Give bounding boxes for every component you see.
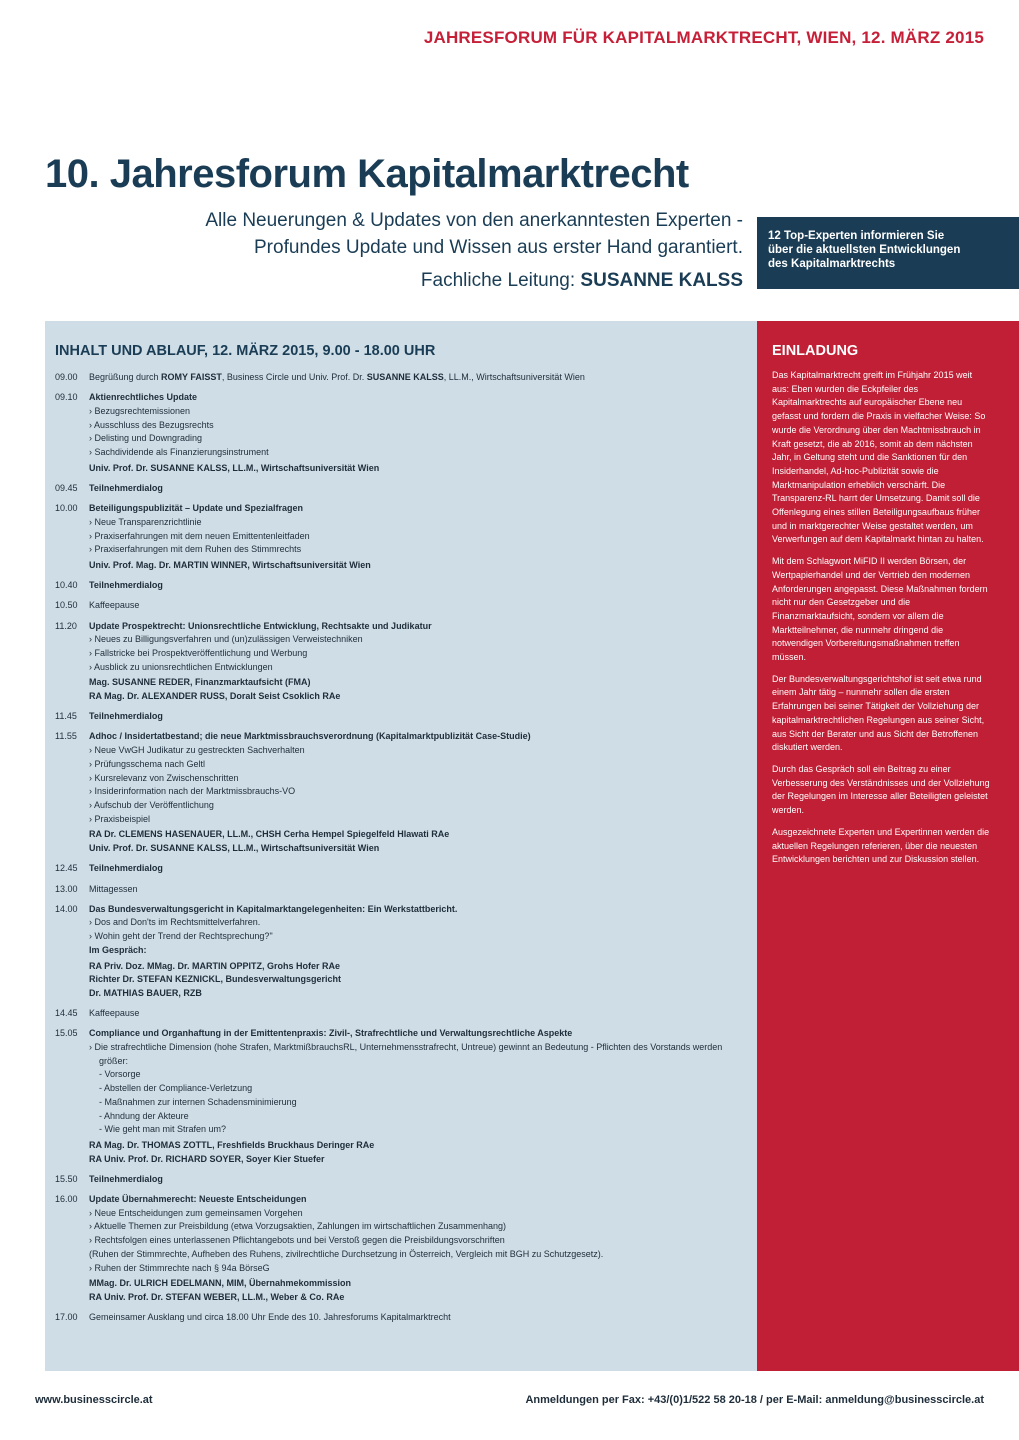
- schedule-content: [89, 862, 750, 876]
- bullet-marker: ›: [89, 516, 95, 527]
- schedule-content: [89, 883, 750, 897]
- schedule-row: [55, 1193, 750, 1305]
- schedule-content: [89, 1007, 750, 1021]
- bullet-text: Ausschluss des Bezugsrechts: [94, 419, 214, 430]
- page-title: 10. Jahresforum Kapitalmarktrecht: [45, 152, 689, 196]
- bullet-text: Wohin geht der Trend der Rechtsprechung?": [94, 931, 273, 942]
- session-bullet: [89, 1041, 750, 1068]
- schedule-row: [55, 710, 750, 724]
- session-title: Teilnehmerdialog: [89, 580, 163, 591]
- session-bullet: [89, 758, 750, 772]
- schedule-row: [55, 482, 750, 496]
- bullet-marker: ›: [89, 447, 95, 458]
- speaker-block: [89, 960, 750, 1001]
- session-subbullet: [89, 1068, 750, 1082]
- session-title: Teilnehmerdialog: [89, 711, 163, 722]
- bullet-marker: ›: [89, 758, 95, 769]
- session-line: › Aktuelle Themen zur Preisbildung (etwa Vorzugsaktien, Zahlungen im wirtschaftlichen Zusammenhang): [89, 1221, 507, 1232]
- bullet-marker: ›: [89, 419, 95, 430]
- bullet-text: Sachdividende als Finanzierungsinstrument: [94, 447, 269, 458]
- bullet-text: Prüfungsschema nach Geltl: [94, 758, 206, 769]
- bullet-marker: ›: [89, 917, 95, 928]
- schedule-content: [89, 391, 750, 475]
- bullet-text: Fallstricke bei Prospektveröffentlichung und Werbung: [94, 647, 308, 658]
- bullet-text: Aufschub der Veröffentlichung: [94, 799, 214, 810]
- session-subbullet: [89, 1110, 750, 1124]
- welcome-text: , LL.M., Wirtschaftsuniversität Wien: [443, 372, 585, 382]
- session-bullet: [89, 419, 750, 433]
- callout-line-2: über die aktuellsten Entwicklungen: [768, 244, 961, 256]
- session-title: Teilnehmerdialog: [89, 863, 163, 874]
- experts-callout: [757, 217, 1019, 289]
- subbullet-text: Ahndung der Akteure: [104, 1110, 189, 1121]
- schedule-row: [55, 862, 750, 876]
- speaker-block: [89, 1139, 750, 1166]
- schedule-row: [55, 579, 750, 593]
- speaker: Dr. MATHIAS BAUER, RZB: [89, 987, 202, 998]
- session-subbullet: [89, 1096, 750, 1110]
- panel-label: Im Gespräch:: [89, 944, 147, 955]
- session-bullet: [89, 772, 750, 786]
- session-bullet: [89, 813, 750, 827]
- invitation-body: [772, 369, 990, 875]
- session-bullet: [89, 543, 750, 557]
- bullet-text: Praxiserfahrungen mit dem Ruhen des Stimmrechts: [94, 544, 302, 555]
- bullet-marker: ›: [89, 772, 95, 783]
- bullet-marker: ›: [89, 530, 95, 541]
- session-bullet: [89, 785, 750, 799]
- session-title: Das Bundesverwaltungsgericht in Kapitalmarktangelegenheiten: Ein Werkstattbericht.: [89, 903, 458, 914]
- session-bullet: [89, 405, 750, 419]
- schedule-time: 10.40: [55, 580, 78, 591]
- schedule-row: [55, 730, 750, 855]
- speaker-block: [89, 1277, 750, 1304]
- schedule-row: [55, 1173, 750, 1187]
- bullet-text: Die strafrechtliche Dimension (hohe Strafen, MarktmißbrauchsRL, Unternehmensstrafrecht, Untreue) gewinnt an Bedeutung - Pflichten des Vorstands werden größer:: [94, 1042, 723, 1066]
- schedule-time: 10.50: [55, 600, 78, 611]
- schedule-content: [89, 599, 750, 613]
- session-title: Teilnehmerdialog: [89, 1173, 163, 1184]
- schedule-list: [55, 371, 750, 1331]
- schedule-content: [89, 579, 750, 593]
- session-title: Update Übernahmerecht: Neueste Entscheidungen: [89, 1194, 307, 1205]
- speaker-block: [89, 462, 750, 476]
- bullet-text: Dos and Don'ts im Rechtsmittelverfahren.: [94, 917, 261, 928]
- subtitle-line-2: Profundes Update und Wissen aus erster Hand garantiert.: [254, 237, 743, 258]
- schedule-row: [55, 883, 750, 897]
- speaker: Univ. Prof. Dr. SUSANNE KALSS, LL.M., Wirtschaftsuniversität Wien: [89, 843, 380, 854]
- schedule-time: 16.00: [55, 1194, 78, 1205]
- subtitle-line-1: Alle Neuerungen & Updates von den anerkanntesten Experten -: [205, 210, 743, 231]
- callout-line-1: 12 Top-Experten informieren Sie: [768, 230, 945, 242]
- bullet-text: Bezugsrechtemissionen: [94, 405, 191, 416]
- schedule-time: 09.00: [55, 372, 78, 382]
- session-bullet: [89, 516, 750, 530]
- bullet-text: Praxiserfahrungen mit dem neuen Emittentenleitfaden: [94, 530, 310, 541]
- schedule-row: [55, 502, 750, 573]
- schedule-row: [55, 1311, 750, 1325]
- event-header-line: JAHRESFORUM FÜR KAPITALMARKTRECHT, WIEN, 12. MÄRZ 2015: [423, 28, 984, 47]
- schedule-time: 09.10: [55, 392, 78, 403]
- session-line: › Rechtsfolgen eines unterlassenen Pflichtangebots und bei Verstoß gegen die Preisbildungsvorschriften: [89, 1235, 505, 1246]
- invitation-paragraph: Mit dem Schlagwort MiFID II werden Börsen, der Wertpapierhandel und der Vertrieb den modernen Anforderungen angepasst. Diese Maßnahmen fordern nicht nur den Gesetzgeber und die Finanzmarktaufsicht, sondern vor allem die Marktteilnehmer, die nunmehr dringend die notwendigen Vorbereitungsmaßnahmen treffen müssen.: [772, 556, 988, 663]
- bullet-marker: ›: [89, 931, 95, 942]
- speaker: RA Mag. Dr. ALEXANDER RUSS, Doralt Seist Csoklich RAe: [89, 691, 341, 702]
- schedule-time: 11.45: [55, 711, 77, 722]
- schedule-content: [89, 482, 750, 496]
- bullet-marker: ›: [89, 634, 95, 645]
- speaker-block: [89, 559, 750, 573]
- bullet-text: Kursrelevanz von Zwischenschritten: [94, 772, 239, 783]
- subbullet-text: Abstellen der Compliance-Verletzung: [104, 1083, 253, 1094]
- schedule-row: [55, 620, 750, 704]
- session-bullet: [89, 916, 750, 930]
- bullet-marker: ›: [89, 799, 95, 810]
- schedule-time: 11.55: [55, 731, 77, 742]
- session-subbullet: [89, 1123, 750, 1137]
- schedule-time: 12.45: [55, 863, 78, 874]
- session-bullet: [89, 799, 750, 813]
- session-text: Gemeinsamer Ausklang und circa 18.00 Uhr Ende des 10. Jahresforums Kapitalmarktrecht: [89, 1312, 451, 1323]
- session-bullet: [89, 930, 750, 944]
- session-subbullet: [89, 1082, 750, 1096]
- schedule-content: [89, 371, 750, 385]
- callout-line-3: des Kapitalmarktrechts: [768, 258, 896, 270]
- bullet-marker: ›: [89, 786, 95, 797]
- bullet-text: Neues zu Billigungsverfahren und (un)zulässigen Verweistechniken: [94, 634, 363, 645]
- session-title: Adhoc / Insidertatbestand; die neue Marktmissbrauchsverordnung (Kapitalmarktpublizität Case-Studie): [89, 731, 531, 742]
- speaker: MMag. Dr. ULRICH EDELMANN, MIM, Übernahmekommission: [89, 1278, 352, 1289]
- session-title: Compliance und Organhaftung in der Emittentenpraxis: Zivil-, Strafrechtliche und Verwaltungsrechtliche Aspekte: [89, 1028, 573, 1039]
- bullet-text: Praxisbeispiel: [94, 813, 151, 824]
- session-bullet: [89, 530, 750, 544]
- speaker: RA Priv. Doz. MMag. Dr. MARTIN OPPITZ, Grohs Hofer RAe: [89, 960, 341, 971]
- session-title: Aktienrechtliches Update: [89, 392, 198, 403]
- schedule-row: [55, 1007, 750, 1021]
- session-bullet: [89, 446, 750, 460]
- schedule-time: 10.00: [55, 503, 78, 514]
- session-title: Beteiligungspublizität – Update und Spezialfragen: [89, 503, 304, 514]
- schedule-time: 15.50: [55, 1173, 78, 1184]
- bullet-marker: ›: [89, 405, 95, 416]
- speaker: Mag. SUSANNE REDER, Finanzmarktaufsicht (FMA): [89, 677, 311, 688]
- session-bullet: [89, 744, 750, 758]
- speaker-block: [89, 676, 750, 703]
- session-line: › Neue Entscheidungen zum gemeinsamen Vorgehen: [89, 1207, 303, 1218]
- bullet-marker: ›: [89, 745, 95, 756]
- schedule-time: 14.00: [55, 903, 78, 914]
- program-heading: INHALT UND ABLAUF, 12. MÄRZ 2015, 9.00 - 18.00 UHR: [55, 343, 436, 359]
- schedule-content: [89, 903, 750, 1001]
- schedule-content: [89, 1193, 750, 1305]
- session-text: Kaffeepause: [89, 1008, 140, 1019]
- schedule-time: 13.00: [55, 883, 78, 894]
- session-line: › Ruhen der Stimmrechte nach § 94a BörseG: [89, 1262, 270, 1273]
- bullet-marker: ›: [89, 661, 95, 672]
- invitation-paragraph: Durch das Gespräch soll ein Beitrag zu einer Verbesserung des Verständnisses und der Vollziehung der Regelungen im Interesse aller Beteiligten geleistet werden.: [772, 763, 990, 816]
- session-bullet: [89, 633, 750, 647]
- invitation-paragraph: Das Kapitalmarktrecht greift im Frühjahr 2015 weit aus: Eben wurden die Eckpfeiler des Kapitalmarktrechts auf europäischer Ebene neu gefasst und fordern die Praxis in vielfacher Weise: So wurde die Verordnung über den Machtmissbrauch in Kraft gesetzt, die ab 2016, somit ab dem nächsten Jahr, in Geltung steht und die Sanktionen für den Insiderhandel, Ad-hoc-Publizität sowie die Marktmanipulation erheblich verschärft. Die Transparenz-RL harrt der Umsetzung. Damit soll die Offenlegung eines stillen Beteiligungsaufbaus früher und in marktgerechter Weise gestaltet werden, um Verwerfungen auf dem Kapitalmarkt hintan zu halten.: [772, 370, 986, 545]
- welcome-text: Begrüßung durch: [89, 372, 162, 382]
- academic-lead-name: SUSANNE KALSS: [580, 270, 743, 291]
- schedule-content: [89, 1311, 750, 1325]
- session-line: (Ruhen der Stimmrechte, Aufheben des Ruhens, zivilrechtliche Durchsetzung in Österreich, Vergleich mit BGH zu Schutzgesetz).: [89, 1248, 604, 1259]
- schedule-row: [55, 903, 750, 1001]
- speaker: RA Dr. CLEMENS HASENAUER, LL.M., CHSH Cerha Hempel Spiegelfeld Hlawati RAe: [89, 829, 450, 840]
- schedule-content: [89, 730, 750, 855]
- schedule-content: [89, 502, 750, 573]
- bullet-marker: ›: [89, 433, 95, 444]
- bullet-text: Neue VwGH Judikatur zu gestreckten Sachverhalten: [94, 745, 305, 756]
- invitation-heading: EINLADUNG: [772, 343, 859, 359]
- schedule-content: [89, 620, 750, 704]
- bullet-text: Insiderinformation nach der Marktmissbrauchs-VO: [94, 786, 296, 797]
- schedule-time: 14.45: [55, 1008, 78, 1019]
- schedule-row: [55, 1027, 750, 1166]
- subbullet-text: Maßnahmen zur internen Schadensminimierung: [104, 1096, 297, 1107]
- bullet-marker: ›: [89, 647, 95, 658]
- academic-lead-label: Fachliche Leitung:: [420, 270, 581, 291]
- bullet-marker: ›: [89, 1042, 95, 1053]
- welcome-name: SUSANNE KALSS: [366, 372, 444, 382]
- website-link[interactable]: www.businesscircle.at: [35, 1394, 153, 1406]
- dash-marker: -: [99, 1110, 105, 1121]
- dash-marker: -: [99, 1096, 105, 1107]
- session-text: Kaffeepause: [89, 600, 140, 611]
- invitation-paragraph: Der Bundesverwaltungsgerichtshof ist seit etwa rund einem Jahr tätig – nunmehr sollen die ersten Erfahrungen bei seiner Tätigkeit der Vollziehung der kapitalmarktrechtlichen Regelungen aus seiner Sicht, aus Sicht der Berater und aus Sicht der Betroffenen diskutiert werden.: [772, 673, 985, 753]
- speaker: Richter Dr. STEFAN KEZNICKL, Bundesverwaltungsgericht: [89, 974, 342, 985]
- dash-marker: -: [99, 1083, 105, 1094]
- session-bullet: [89, 432, 750, 446]
- session-text: Mittagessen: [89, 883, 138, 894]
- speaker: RA Univ. Prof. Dr. STEFAN WEBER, LL.M., Weber & Co. RAe: [89, 1291, 345, 1302]
- speaker-block: [89, 828, 750, 855]
- schedule-row: [55, 371, 750, 385]
- schedule-time: 09.45: [55, 482, 78, 493]
- subbullet-text: Vorsorge: [104, 1069, 141, 1080]
- subbullet-text: Wie geht man mit Strafen um?: [104, 1124, 227, 1135]
- schedule-row: [55, 599, 750, 613]
- schedule-time: 17.00: [55, 1312, 78, 1323]
- bullet-marker: ›: [89, 544, 95, 555]
- session-bullet: [89, 661, 750, 675]
- speaker: RA Univ. Prof. Dr. RICHARD SOYER, Soyer Kier Stuefer: [89, 1153, 325, 1164]
- academic-lead: [421, 270, 743, 292]
- schedule-time: 11.20: [55, 620, 77, 631]
- bullet-text: Ausblick zu unionsrechtlichen Entwicklungen: [94, 661, 273, 672]
- registration-contact: Anmeldungen per Fax: +43/(0)1/522 58 20-18 / per E-Mail: anmeldung@businesscircle.at: [525, 1394, 984, 1406]
- invitation-paragraph: Ausgezeichnete Experten und Expertinnen werden die aktuellen Regelungen referieren, über die neuesten Entwicklungen berichten und zur Diskussion stellen.: [772, 826, 990, 865]
- schedule-row: [55, 391, 750, 475]
- dash-marker: -: [99, 1124, 105, 1135]
- welcome-name: ROMY FAISST: [161, 372, 222, 382]
- invitation-panel: [757, 321, 1019, 1371]
- bullet-text: Neue Transparenzrichtlinie: [94, 516, 202, 527]
- schedule-content: [89, 710, 750, 724]
- subtitle: [205, 207, 743, 261]
- speaker: Univ. Prof. Mag. Dr. MARTIN WINNER, Wirtschaftsuniversität Wien: [89, 559, 371, 570]
- schedule-time: 15.05: [55, 1028, 78, 1039]
- bullet-text: Delisting und Downgrading: [94, 433, 203, 444]
- session-title: Teilnehmerdialog: [89, 482, 163, 493]
- schedule-content: [89, 1027, 750, 1166]
- welcome-text: , Business Circle und Univ. Prof. Dr.: [221, 372, 367, 382]
- welcome-line: [89, 371, 750, 385]
- session-bullet: [89, 647, 750, 661]
- session-title: Update Prospektrecht: Unionsrechtliche Entwicklung, Rechtsakte und Judikatur: [89, 620, 432, 631]
- program-panel: [45, 321, 757, 1371]
- speaker: Univ. Prof. Dr. SUSANNE KALSS, LL.M., Wirtschaftsuniversität Wien: [89, 462, 380, 473]
- schedule-content: [89, 1173, 750, 1187]
- speaker: RA Mag. Dr. THOMAS ZOTTL, Freshfields Bruckhaus Deringer RAe: [89, 1139, 375, 1150]
- dash-marker: -: [99, 1069, 105, 1080]
- bullet-marker: ›: [89, 813, 95, 824]
